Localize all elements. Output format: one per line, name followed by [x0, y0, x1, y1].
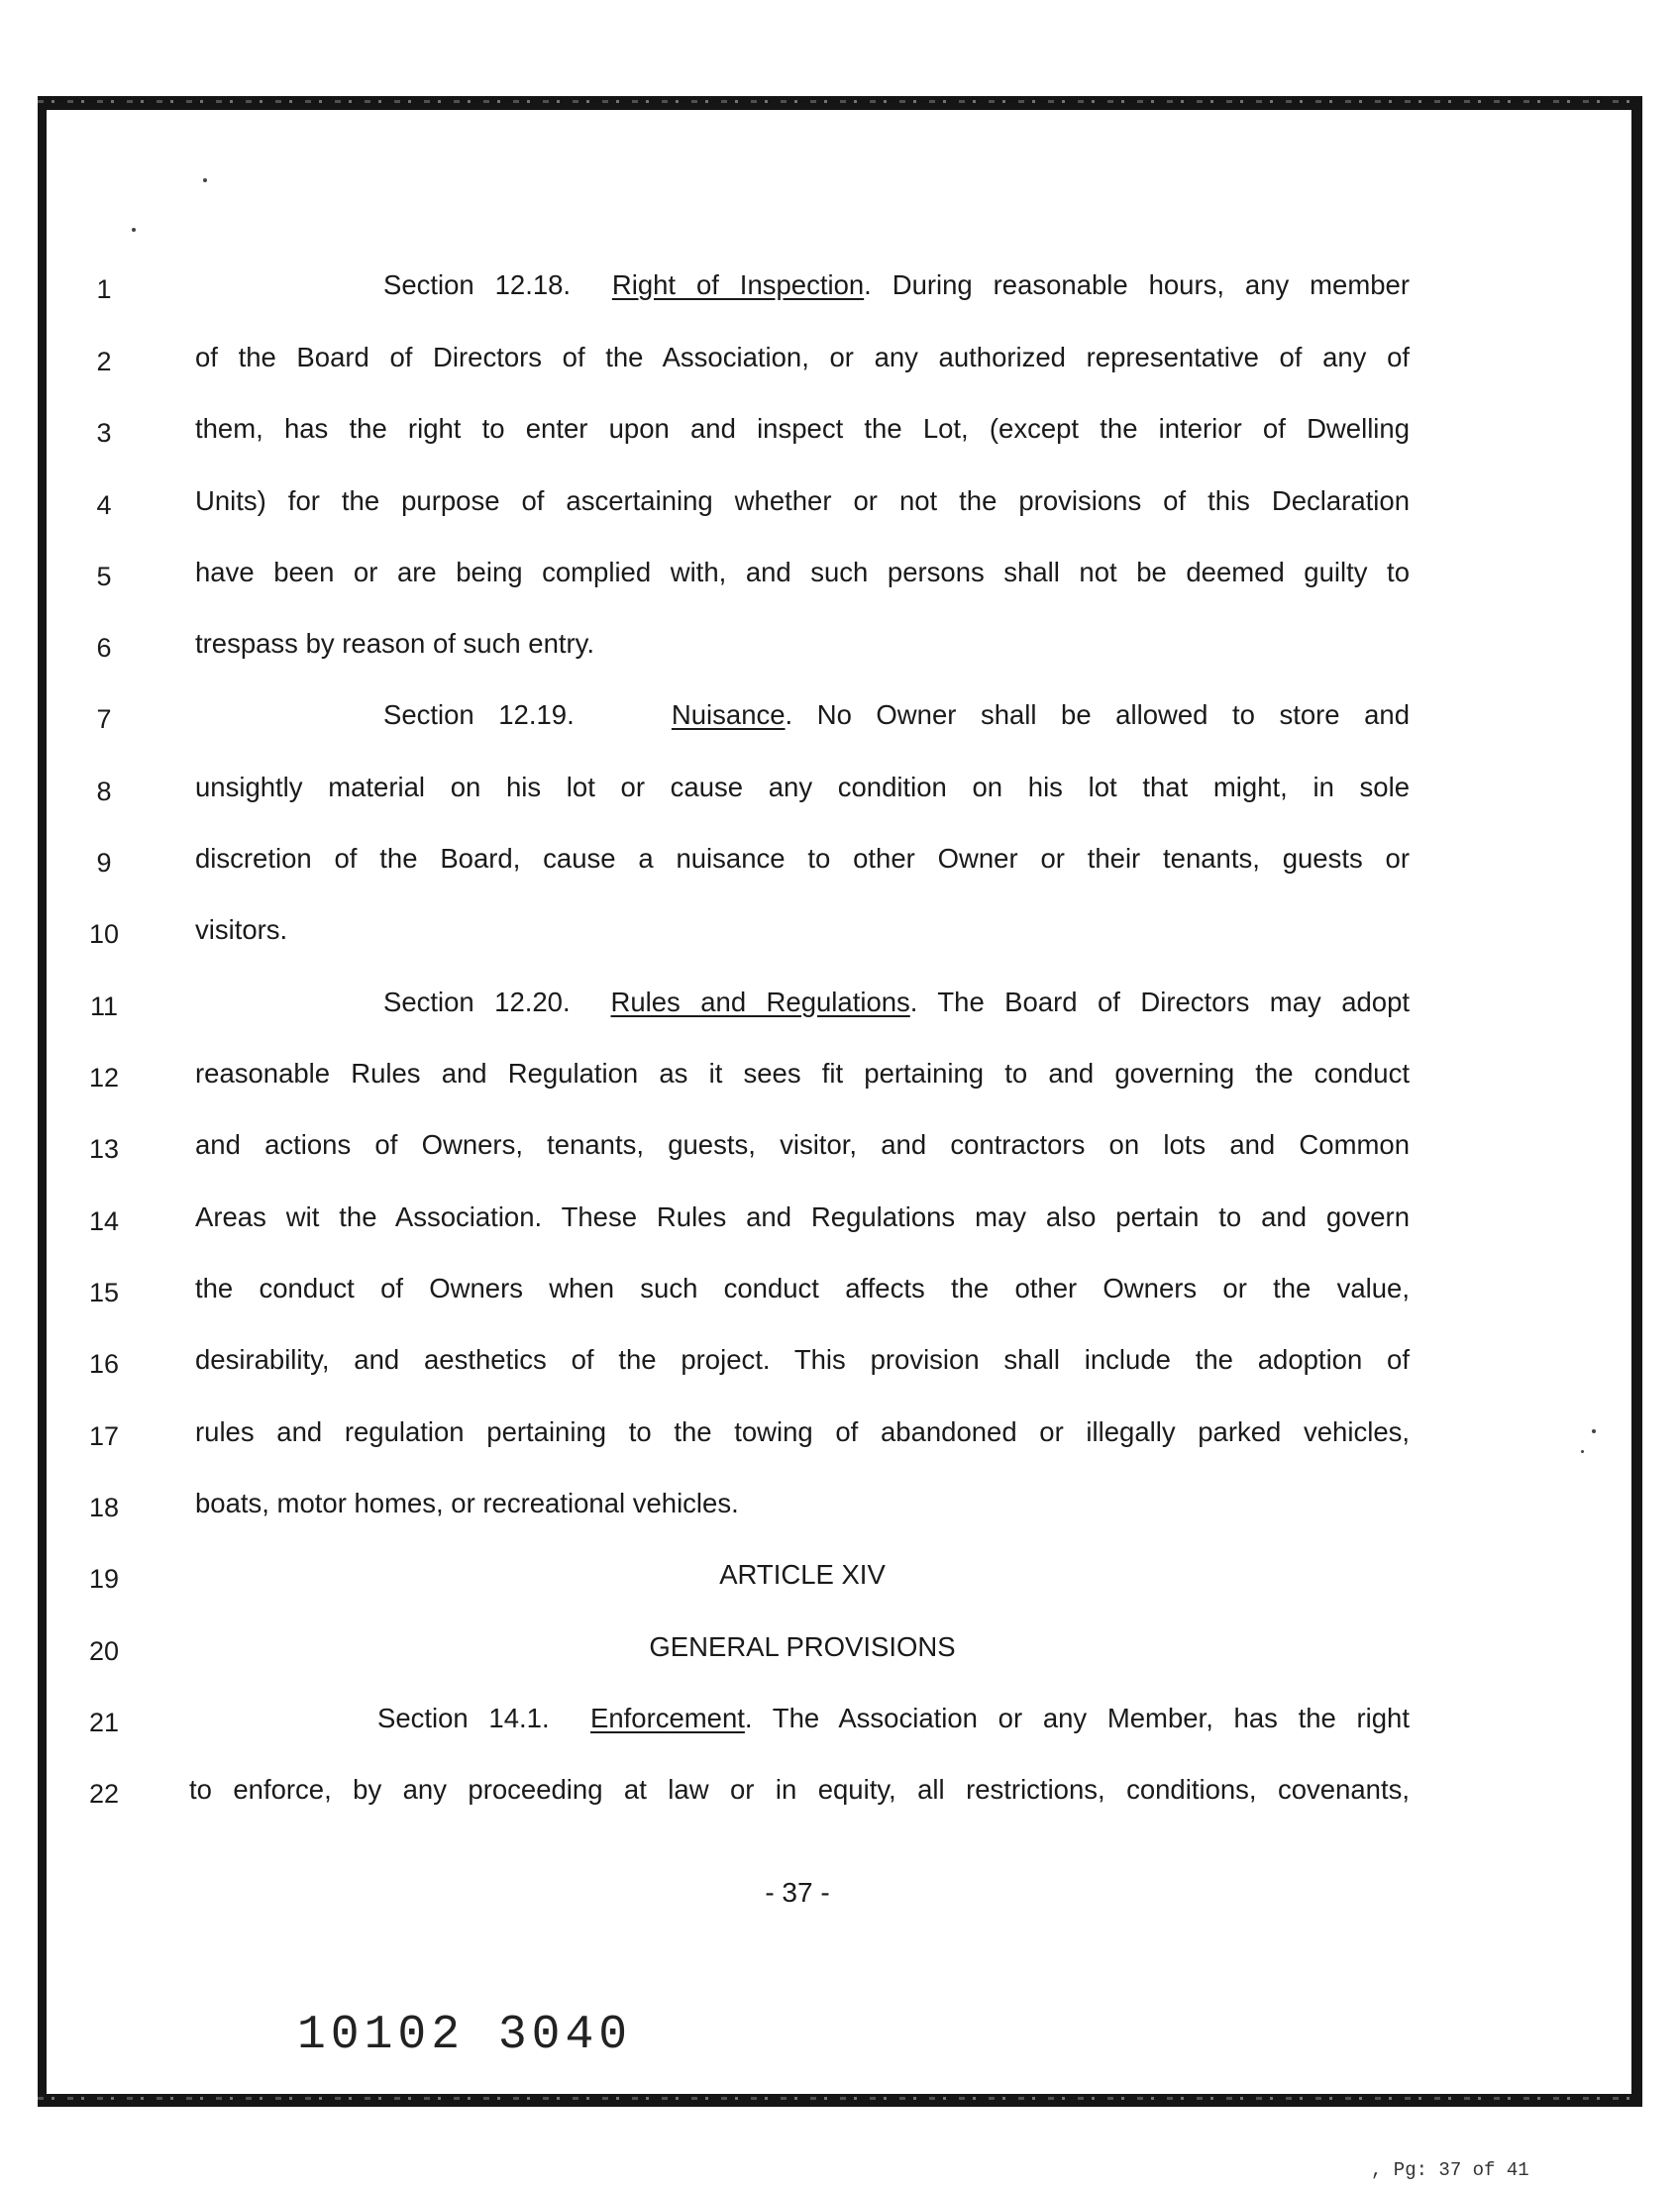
- page-number: - 37 -: [765, 1877, 830, 1908]
- line-number: 12: [88, 1063, 120, 1093]
- line-number: 17: [88, 1421, 120, 1451]
- line-number: 14: [88, 1206, 120, 1236]
- line-number: 21: [88, 1708, 120, 1737]
- section-label: Section 12.18.: [383, 269, 572, 300]
- line-number: 5: [96, 562, 112, 591]
- scan-noise-bottom: [38, 2097, 1642, 2100]
- section-title: Enforcement: [590, 1703, 745, 1733]
- line-number: 16: [88, 1349, 120, 1379]
- line-number: 22: [88, 1779, 120, 1809]
- section-title: Nuisance: [671, 699, 786, 730]
- recording-stamp: 10102 3040: [297, 2009, 633, 2062]
- section-title: Right of Inspection: [611, 269, 865, 300]
- line-number: 3: [96, 418, 112, 448]
- text-line: Units) for the purpose of ascertaining whether or not the provisions of this Declaration: [195, 485, 1410, 516]
- text-line: unsightly material on his lot or cause any condition on his lot that might, in sole: [195, 772, 1410, 802]
- line-number: 9: [96, 848, 112, 878]
- text-line: the conduct of Owners when such conduct affects the other Owners or the value,: [195, 1273, 1410, 1303]
- section-label: Section 14.1.: [377, 1703, 550, 1733]
- text-line: discretion of the Board, cause a nuisance to other Owner or their tenants, guests or: [195, 843, 1410, 874]
- scan-speck: [132, 228, 136, 232]
- line-number: 7: [96, 704, 112, 734]
- scan-speck: [203, 178, 207, 182]
- line-number: 19: [88, 1564, 120, 1594]
- section-12-20-line-1: Section 12.20. Rules and Regulations. The Board of Directors may adopt: [383, 987, 1411, 1017]
- text-line: boats, motor homes, or recreational vehicles.: [195, 1488, 739, 1518]
- section-label: Section 12.20.: [383, 987, 571, 1017]
- section-12-19-line-1: Section 12.19. Nuisance. No Owner shall be allowed to store and: [383, 699, 1410, 730]
- line-number: 13: [88, 1134, 120, 1164]
- text-line: have been or are being complied with, and such persons shall not be deemed guilty to: [195, 557, 1410, 587]
- article-subheading: GENERAL PROVISIONS: [649, 1631, 956, 1662]
- text-line: desirability, and aesthetics of the project. This provision shall include the adoption of: [195, 1344, 1410, 1375]
- text-line: them, has the right to enter upon and inspect the Lot, (except the interior of Dwelling: [195, 413, 1410, 444]
- text-line: of the Board of Directors of the Association, or any authorized representative of any of: [195, 342, 1410, 372]
- line-number: 6: [96, 633, 112, 663]
- line-number: 15: [88, 1278, 120, 1307]
- line-number: 18: [88, 1493, 120, 1522]
- section-label: Section 12.19.: [383, 699, 575, 730]
- line-number: 20: [88, 1636, 120, 1666]
- pagination-label: , Pg: 37 of 41: [1371, 2159, 1529, 2181]
- scan-noise-top: [38, 100, 1642, 103]
- line-number: 4: [96, 490, 112, 520]
- scan-speck: [1581, 1450, 1584, 1453]
- article-heading: ARTICLE XIV: [719, 1559, 886, 1590]
- line-number: 11: [89, 991, 119, 1021]
- line-number: 8: [96, 777, 112, 806]
- text-line: and actions of Owners, tenants, guests, visitor, and contractors on lots and Common: [195, 1129, 1410, 1160]
- text-line: trespass by reason of such entry.: [195, 628, 595, 659]
- text-line: to enforce, by any proceeding at law or in equity, all restrictions, conditions, covenants,: [189, 1774, 1410, 1805]
- line-number: 10: [88, 919, 120, 949]
- scan-speck: [1592, 1429, 1596, 1433]
- text-line: reasonable Rules and Regulation as it sees fit pertaining to and governing the conduct: [195, 1058, 1410, 1089]
- section-14-1-line-1: Section 14.1. Enforcement. The Association or any Member, has the right: [377, 1703, 1410, 1733]
- text-line: visitors.: [195, 914, 288, 945]
- text-line: Areas wit the Association. These Rules and Regulations may also pertain to and govern: [195, 1201, 1410, 1232]
- line-number: 2: [96, 347, 112, 376]
- section-12-18-line-1: Section 12.18. Right of Inspection. During reasonable hours, any member: [383, 269, 1410, 300]
- line-number: 1: [96, 274, 112, 304]
- section-title: Rules and Regulations: [610, 987, 910, 1017]
- text-line: rules and regulation pertaining to the towing of abandoned or illegally parked vehicles,: [195, 1416, 1410, 1447]
